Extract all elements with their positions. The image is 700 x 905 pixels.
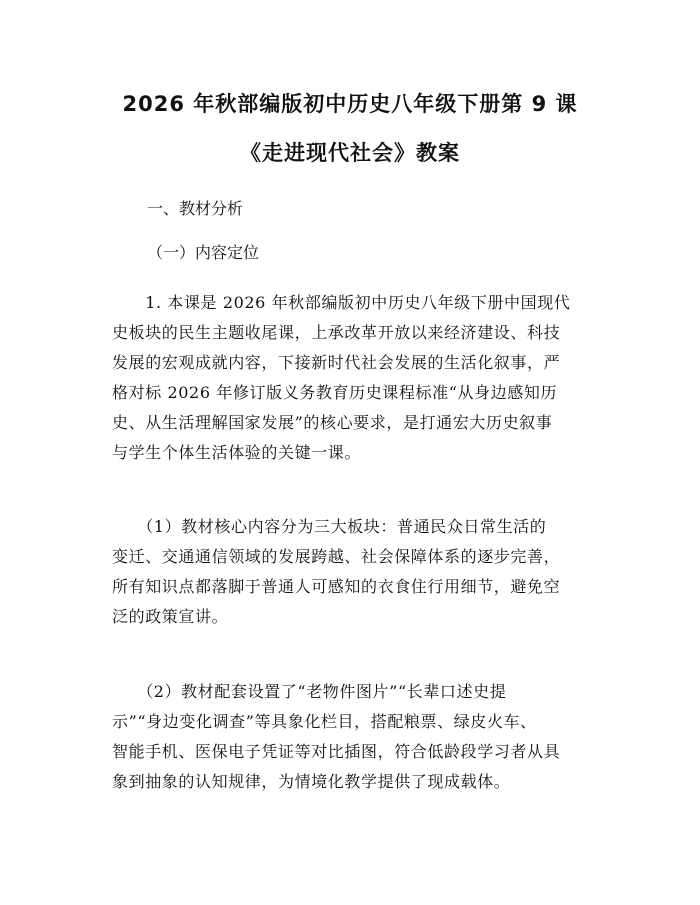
paragraph-line: 格对标 2026 年修订版义务教育历史课程标准“从身边感知历 — [112, 383, 558, 402]
document-title-line-2: 《走进现代社会》教案 — [240, 141, 460, 165]
paragraph-line: 发展的宏观成就内容，下接新时代社会发展的生活化叙事，严 — [112, 353, 561, 372]
paragraph-line: （2）教材配套设置了“老物件图片”“长辈口述史提 — [112, 682, 507, 701]
paragraph-3 — [112, 677, 600, 797]
paragraph-line: 智能手机、医保电子凭证等对比插图，符合低龄段学习者从具 — [112, 742, 561, 761]
paragraph-2 — [112, 512, 600, 632]
paragraph-line: 史、从生活理解国家发展”的核心要求，是打通宏大历史叙事 — [112, 413, 553, 432]
paragraph-line: 所有知识点都落脚于普通人可感知的衣食住行用细节，避免空 — [112, 577, 561, 596]
subsection-heading: （一）内容定位 — [147, 243, 260, 262]
paragraph-line: 与学生个体生活体验的关键一课。 — [112, 443, 362, 462]
paragraph-line: 示”“身边变化调查”等具象化栏目，搭配粮票、绿皮火车、 — [112, 712, 537, 731]
paragraph-line: 史板块的民生主题收尾课，上承改革开放以来经济建设、科技 — [112, 323, 561, 342]
paragraph-line: 1. 本课是 2026 年秋部编版初中历史八年级下册中国现代 — [112, 293, 571, 312]
paragraph-line: （1）教材核心内容分为三大板块：普通民众日常生活的 — [112, 517, 547, 536]
section-heading: 一、教材分析 — [147, 199, 244, 218]
paragraph-line: 变迁、交通通信领域的发展跨越、社会保障体系的逐步完善， — [112, 547, 561, 566]
paragraph-1 — [112, 288, 600, 468]
document-title-line-1: 2026 年秋部编版初中历史八年级下册第 9 课 — [122, 92, 578, 116]
paragraph-line: 象到抽象的认知规律，为情境化教学提供了现成载体。 — [112, 772, 511, 791]
paragraph-line: 泛的政策宣讲。 — [112, 607, 229, 626]
